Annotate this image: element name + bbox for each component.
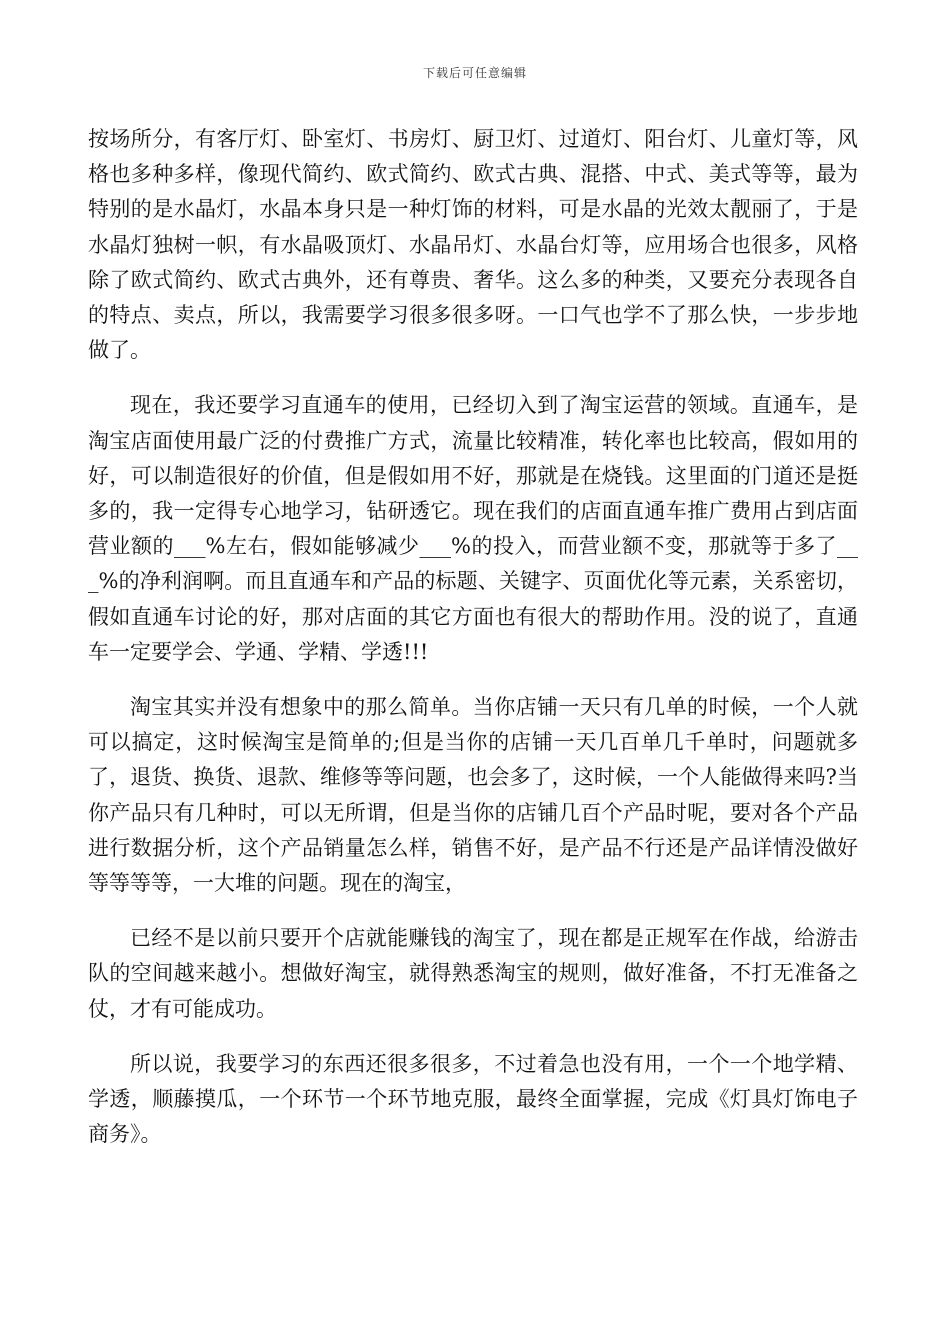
page-header: 下载后可任意编辑 [422,66,527,80]
paragraph-3: 淘宝其实并没有想象中的那么简单。当你店铺一天只有几单的时候，一个人就可以搞定，这时候淘宝是简单的;但是当你的店铺一天几百单几千单时，问题就多了，退货、换货、退款、维修等等问题，也会多了，这时候，一个人能做得来吗?当你产品只有几种时，可以无所谓，但是当你的店铺几百个产品时呢，要对各个产品进行数据分析，这个产品销量怎么样，销售不好，是产品不行还是产品详情没做好等等等等，一大堆的问题。现在的淘宝， [88,695,858,896]
paragraph-5: 所以说，我要学习的东西还很多很多，不过着急也没有用，一个一个地学精、学透，顺藤摸瓜，一个环节一个环节地克服，最终全面掌握，完成《灯具灯饰电子商务》。 [88,1051,858,1147]
paragraph-2: 现在，我还要学习直通车的使用，已经切入到了淘宝运营的领域。直通车，是淘宝店面使用最广泛的付费推广方式，流量比较精准，转化率也比较高，假如用的好，可以制造很好的价值，但是假如用不好，那就是在烧钱。这里面的门道还是挺多的，我一定得专心地学习，钻研透它。现在我们的店面直通车推广费用占到店面营业额的___%左右，假如能够减少___%的投入，而营业额不变，那就等于多了___%的净利润啊。而且直通车和产品的标题、关键字、页面优化等元素，关系密切，假如直通车讨论的好，那对店面的其它方面也有很大的帮助作用。没的说了，直通车一定要学会、学通、学精、学透!!! [88,393,858,664]
paragraph-1: 按场所分，有客厅灯、卧室灯、书房灯、厨卫灯、过道灯、阳台灯、儿童灯等，风格也多种多样，像现代简约、欧式简约、欧式古典、混搭、中式、美式等等，最为特别的是水晶灯，水晶本身只是一种灯饰的材料，可是水晶的光效太靓丽了，于是水晶灯独树一帜，有水晶吸顶灯、水晶吊灯、水晶台灯等，应用场合也很多，风格除了欧式简约、欧式古典外，还有尊贵、奢华。这么多的种类，又要充分表现各自的特点、卖点，所以，我需要学习很多很多呀。一口气也学不了那么快，一步步地做了。 [88,127,858,363]
paragraph-4: 已经不是以前只要开个店就能赚钱的淘宝了，现在都是正规军在作战，给游击队的空间越来越小。想做好淘宝，就得熟悉淘宝的规则，做好准备，不打无准备之仗，才有可能成功。 [88,926,858,1021]
document-body [88,122,858,1172]
